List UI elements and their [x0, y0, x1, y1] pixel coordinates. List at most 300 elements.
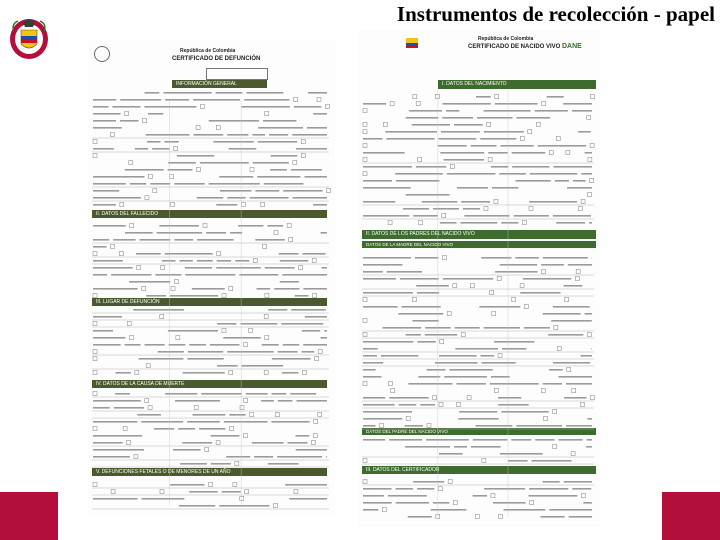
- form-text-scribble: [511, 439, 531, 441]
- form-text-scribble: [147, 141, 160, 143]
- form-text-scribble: [304, 176, 327, 178]
- form-text-scribble: [254, 456, 273, 458]
- accent-bar-left: [0, 492, 58, 540]
- form-text-scribble: [558, 376, 592, 378]
- form-text-scribble: [263, 120, 296, 122]
- form-text-scribble: [587, 439, 592, 441]
- form-text-scribble: [490, 383, 539, 385]
- form-text-scribble: [305, 316, 327, 318]
- form-checkbox: [148, 406, 152, 410]
- form-checkbox: [265, 336, 269, 340]
- form-text-scribble: [417, 488, 434, 490]
- form-checkbox: [253, 259, 257, 263]
- form-text-scribble: [282, 372, 298, 374]
- form-checkbox: [93, 252, 97, 256]
- form-text-scribble: [512, 166, 549, 168]
- form-text-scribble: [363, 187, 411, 189]
- form-text-scribble: [216, 267, 261, 269]
- form-checkbox: [241, 203, 245, 207]
- form-text-scribble: [484, 327, 520, 329]
- form-text-scribble: [440, 222, 457, 224]
- form-text-scribble: [135, 148, 148, 150]
- form-text-scribble: [559, 439, 583, 441]
- form-text-scribble: [246, 92, 283, 94]
- form-checkbox: [93, 350, 97, 354]
- form-checkbox: [363, 319, 367, 323]
- form-text-scribble: [175, 400, 220, 402]
- form-checkbox: [170, 175, 174, 179]
- form-checkbox: [171, 287, 175, 291]
- form-text-scribble: [157, 232, 203, 234]
- form-text-scribble: [553, 362, 590, 364]
- form-text-scribble: [220, 190, 251, 192]
- form-checkbox: [442, 256, 446, 260]
- form-checkbox: [566, 151, 570, 155]
- form-text-scribble: [457, 187, 488, 189]
- form-text-scribble: [363, 278, 396, 280]
- form-checkbox: [229, 427, 233, 431]
- form-text-scribble: [296, 400, 327, 402]
- form-text-scribble: [211, 463, 231, 465]
- form-text-scribble: [146, 134, 190, 136]
- form-checkbox: [542, 102, 546, 106]
- form-text-scribble: [242, 106, 290, 108]
- form-text-scribble: [227, 134, 248, 136]
- form-text-scribble: [129, 281, 170, 283]
- form-text-scribble: [481, 362, 515, 364]
- form-text-scribble: [291, 169, 322, 171]
- form-text-scribble: [93, 316, 122, 318]
- form-text-scribble: [589, 222, 592, 224]
- form-text-scribble: [93, 225, 126, 227]
- form-checkbox: [142, 287, 146, 291]
- form-checkbox: [93, 322, 97, 326]
- form-checkbox: [145, 196, 149, 200]
- form-checkbox: [438, 487, 442, 491]
- form-text-scribble: [543, 383, 562, 385]
- form-text-scribble: [219, 505, 269, 507]
- form-checkbox: [575, 277, 579, 281]
- form-text-scribble: [137, 414, 161, 416]
- form-checkbox: [528, 130, 532, 134]
- form-checkbox: [233, 483, 237, 487]
- form-text-scribble: [177, 155, 214, 157]
- form-text-scribble: [382, 327, 421, 329]
- form-checkbox: [196, 126, 200, 130]
- form-text-scribble: [549, 509, 592, 511]
- form-right-banner: I. DATOS DEL NACIMIENTO: [438, 80, 596, 89]
- form-text-scribble: [257, 176, 300, 178]
- form-checkbox: [492, 312, 496, 316]
- form-text-scribble: [283, 344, 299, 346]
- form-text-scribble: [125, 169, 164, 171]
- form-text-scribble: [541, 516, 565, 518]
- form-text-scribble: [278, 351, 298, 353]
- form-checkbox: [249, 329, 253, 333]
- form-text-scribble: [567, 187, 592, 189]
- form-text-scribble: [433, 502, 449, 504]
- form-checkbox: [130, 224, 134, 228]
- form-text-scribble: [235, 260, 249, 262]
- form-text-scribble: [281, 323, 323, 325]
- form-checkbox: [581, 200, 585, 204]
- form-text-scribble: [217, 260, 232, 262]
- form-text-scribble: [418, 376, 440, 378]
- form-checkbox: [315, 357, 319, 361]
- form-text-scribble: [93, 239, 109, 241]
- form-text-scribble: [591, 348, 592, 350]
- form-text-scribble: [441, 131, 480, 133]
- form-text-scribble: [500, 264, 537, 266]
- form-text-scribble: [303, 253, 326, 255]
- form-text-scribble: [547, 96, 564, 98]
- form-checkbox: [363, 109, 367, 113]
- form-text-scribble: [363, 376, 381, 378]
- form-text-scribble: [535, 110, 568, 112]
- form-text-scribble: [285, 484, 327, 486]
- form-text-scribble: [93, 344, 121, 346]
- form-text-scribble: [363, 271, 383, 273]
- form-text-scribble: [515, 257, 538, 259]
- form-checkbox: [495, 95, 499, 99]
- form-checkbox: [541, 389, 545, 393]
- form-text-scribble: [439, 355, 477, 357]
- form-checkbox: [264, 371, 268, 375]
- form-text-scribble: [500, 145, 533, 147]
- form-checkbox: [244, 399, 248, 403]
- form-text-scribble: [572, 110, 592, 112]
- form-text-scribble: [454, 446, 467, 448]
- form-text-scribble: [174, 239, 193, 241]
- form-text-scribble: [455, 348, 498, 350]
- form-text-scribble: [93, 274, 107, 276]
- form-text-scribble: [169, 344, 186, 346]
- form-text-scribble: [268, 463, 299, 465]
- form-text-scribble: [93, 176, 144, 178]
- form-text-scribble: [324, 330, 327, 332]
- form-text-scribble: [93, 127, 122, 129]
- form-checkbox: [93, 154, 97, 158]
- form-text-scribble: [446, 110, 459, 112]
- form-text-scribble: [529, 488, 568, 490]
- form-text-scribble: [471, 145, 497, 147]
- form-text-scribble: [551, 320, 592, 322]
- form-checkbox: [217, 252, 221, 256]
- form-text-scribble: [265, 267, 295, 269]
- form-text-scribble: [555, 180, 569, 182]
- form-checkbox: [120, 203, 124, 207]
- form-checkbox: [274, 231, 278, 235]
- form-text-scribble: [389, 397, 428, 399]
- form-checkbox: [439, 403, 443, 407]
- form-text-scribble: [93, 183, 126, 185]
- form-text-scribble: [569, 516, 592, 518]
- form-checkbox: [148, 175, 152, 179]
- form-text-scribble: [381, 355, 418, 357]
- form-checkbox: [250, 413, 254, 417]
- form-text-scribble: [406, 194, 450, 196]
- form-checkbox: [587, 116, 591, 120]
- form-text-scribble: [264, 183, 304, 185]
- form-text-scribble: [580, 355, 592, 357]
- form-text-scribble: [363, 348, 378, 350]
- form-text-scribble: [168, 162, 196, 164]
- form-checkbox: [470, 284, 474, 288]
- form-text-scribble: [484, 488, 525, 490]
- form-text-scribble: [93, 435, 142, 437]
- form-text-scribble: [387, 271, 422, 273]
- form-checkbox: [174, 280, 178, 284]
- form-text-scribble: [363, 355, 377, 357]
- form-text-scribble: [396, 488, 414, 490]
- form-checkbox: [216, 126, 220, 130]
- form-text-scribble: [308, 92, 327, 94]
- form-text-scribble: [93, 337, 125, 339]
- form-text-scribble: [464, 215, 509, 217]
- form-text-scribble: [425, 334, 457, 336]
- form-text-scribble: [296, 148, 327, 150]
- form-checkbox: [127, 441, 131, 445]
- form-checkbox: [461, 333, 465, 337]
- form-text-scribble: [363, 509, 378, 511]
- form-text-scribble: [433, 208, 459, 210]
- form-text-scribble: [583, 502, 592, 504]
- form-text-scribble: [568, 264, 592, 266]
- form-text-scribble: [183, 372, 225, 374]
- form-text-scribble: [258, 141, 298, 143]
- form-checkbox: [572, 389, 576, 393]
- form-text-scribble: [516, 425, 562, 427]
- form-checkbox: [264, 315, 268, 319]
- form-left-banner: IV. DATOS DE LA CAUSA DE MUERTE: [92, 380, 327, 388]
- form-text-scribble: [223, 337, 260, 339]
- form-text-scribble: [363, 397, 385, 399]
- form-right-banner: DATOS DEL PADRE DEL NACIDO VIVO: [362, 428, 596, 435]
- form-checkbox: [314, 420, 318, 424]
- form-checkbox: [453, 284, 457, 288]
- form-text-scribble: [200, 162, 249, 164]
- form-checkbox: [275, 413, 279, 417]
- form-text-scribble: [258, 127, 303, 129]
- form-text-scribble: [242, 365, 283, 367]
- form-text-scribble: [295, 295, 309, 297]
- form-checkbox: [487, 123, 491, 127]
- form-checkbox: [427, 424, 431, 428]
- form-checkbox: [229, 371, 233, 375]
- form-checkbox: [512, 298, 516, 302]
- form-checkbox: [240, 497, 244, 501]
- form-checkbox: [153, 189, 157, 193]
- form-text-scribble: [159, 225, 199, 227]
- form-text-scribble: [210, 344, 240, 346]
- form-checkbox: [265, 294, 269, 298]
- form-checkbox: [554, 326, 558, 330]
- form-checkbox: [273, 504, 277, 508]
- form-checkbox: [363, 123, 367, 127]
- form-checkbox: [497, 277, 501, 281]
- form-checkbox: [302, 371, 306, 375]
- form-checkbox: [261, 203, 265, 207]
- form-checkbox: [229, 287, 233, 291]
- form-text-scribble: [532, 460, 572, 462]
- form-text-scribble: [458, 418, 498, 420]
- form-text-scribble: [211, 435, 240, 437]
- form-checkbox: [524, 305, 528, 309]
- form-checkbox: [553, 445, 557, 449]
- form-checkbox: [490, 291, 494, 295]
- form-checkbox: [93, 483, 97, 487]
- form-checkbox: [412, 298, 416, 302]
- form-checkbox: [498, 354, 502, 358]
- form-text-scribble: [246, 393, 268, 395]
- form-checkbox: [588, 158, 592, 162]
- form-left-fields: [88, 40, 335, 515]
- form-checkbox: [544, 417, 548, 421]
- form-checkbox: [250, 168, 254, 172]
- form-checkbox: [119, 252, 123, 256]
- form-text-scribble: [455, 327, 480, 329]
- form-text-scribble: [272, 358, 311, 360]
- form-checkbox: [590, 95, 594, 99]
- form-checkbox: [406, 417, 410, 421]
- form-text-scribble: [385, 131, 437, 133]
- form-text-scribble: [495, 103, 538, 105]
- form-text-scribble: [529, 495, 578, 497]
- form-text-scribble: [271, 421, 309, 423]
- form-text-scribble: [363, 502, 392, 504]
- form-text-scribble: [529, 201, 577, 203]
- form-checkbox: [435, 95, 439, 99]
- form-text-scribble: [112, 106, 140, 108]
- form-text-scribble: [363, 292, 413, 294]
- form-text-scribble: [163, 92, 211, 94]
- form-text-scribble: [302, 330, 320, 332]
- form-text-scribble: [222, 491, 241, 493]
- form-text-scribble: [185, 274, 235, 276]
- form-text-scribble: [272, 393, 287, 395]
- form-checkbox: [145, 399, 149, 403]
- form-checkbox: [591, 396, 595, 400]
- form-checkbox: [110, 133, 114, 137]
- form-text-scribble: [491, 376, 510, 378]
- form-checkbox: [203, 224, 207, 228]
- form-text-scribble: [217, 365, 238, 367]
- form-text-scribble: [93, 246, 107, 248]
- form-text-scribble: [413, 320, 439, 322]
- form-text-scribble: [413, 215, 438, 217]
- form-text-scribble: [165, 253, 213, 255]
- form-checkbox: [200, 105, 204, 109]
- form-text-scribble: [457, 383, 486, 385]
- form-text-scribble: [224, 421, 268, 423]
- form-text-scribble: [139, 358, 184, 360]
- form-text-scribble: [543, 313, 581, 315]
- form-checkbox: [418, 158, 422, 162]
- form-right-brand: DANE: [562, 43, 582, 50]
- form-checkbox: [576, 270, 580, 274]
- form-text-scribble: [252, 134, 265, 136]
- form-checkbox: [93, 357, 97, 361]
- form-left-header-title: República de Colombia: [180, 48, 236, 54]
- form-text-scribble: [197, 239, 233, 241]
- form-text-scribble: [201, 393, 242, 395]
- form-checkbox: [135, 371, 139, 375]
- form-text-scribble: [498, 397, 521, 399]
- form-text-scribble: [206, 232, 226, 234]
- form-checkbox: [549, 151, 553, 155]
- form-checkbox: [209, 483, 213, 487]
- form-text-scribble: [93, 407, 110, 409]
- form-checkbox: [93, 294, 97, 298]
- form-text-scribble: [170, 484, 204, 486]
- form-text-scribble: [586, 446, 592, 448]
- form-text-scribble: [294, 106, 322, 108]
- form-checkbox: [581, 494, 585, 498]
- form-checkbox: [289, 238, 293, 242]
- slide-title: Instrumentos de recolección - papel: [396, 2, 715, 26]
- form-checkbox: [380, 424, 384, 428]
- form-text-scribble: [150, 183, 170, 185]
- form-text-scribble: [250, 197, 289, 199]
- form-text-scribble: [274, 288, 299, 290]
- form-checkbox: [243, 343, 247, 347]
- form-text-scribble: [412, 124, 450, 126]
- form-text-scribble: [226, 456, 250, 458]
- form-right-banner: II. DATOS DE LOS PADRES DEL NACIDO VIVO: [362, 230, 596, 239]
- form-checkbox: [484, 207, 488, 211]
- form-text-scribble: [587, 418, 592, 420]
- form-text-scribble: [145, 344, 165, 346]
- form-text-scribble: [187, 358, 223, 360]
- form-text-scribble: [363, 418, 402, 420]
- form-text-scribble: [230, 232, 242, 234]
- form-text-scribble: [252, 442, 284, 444]
- form-text-scribble: [541, 264, 564, 266]
- form-text-scribble: [296, 449, 327, 451]
- form-checkbox: [245, 490, 249, 494]
- form-text-scribble: [417, 292, 439, 294]
- form-text-scribble: [543, 257, 588, 259]
- form-checkbox: [317, 98, 321, 102]
- form-text-scribble: [363, 362, 383, 364]
- form-text-scribble: [93, 148, 114, 150]
- form-checkbox: [325, 105, 329, 109]
- form-text-scribble: [165, 393, 197, 395]
- form-checkbox: [123, 427, 127, 431]
- form-text-scribble: [402, 306, 441, 308]
- form-text-scribble: [322, 267, 327, 269]
- form-text-scribble: [154, 428, 174, 430]
- form-text-scribble: [481, 355, 495, 357]
- form-text-scribble: [363, 404, 395, 406]
- form-text-scribble: [277, 456, 322, 458]
- form-text-scribble: [512, 152, 546, 154]
- form-text-scribble: [278, 400, 293, 402]
- form-text-scribble: [363, 103, 386, 105]
- form-text-scribble: [279, 253, 299, 255]
- form-checkbox: [125, 112, 129, 116]
- form-text-scribble: [93, 106, 108, 108]
- form-text-scribble: [238, 225, 263, 227]
- form-checkbox: [216, 441, 220, 445]
- form-text-scribble: [563, 103, 592, 105]
- form-text-scribble: [363, 257, 411, 259]
- form-text-scribble: [146, 295, 166, 297]
- form-text-scribble: [193, 134, 223, 136]
- form-text-scribble: [93, 442, 123, 444]
- form-checkbox: [587, 333, 591, 337]
- form-text-scribble: [398, 313, 443, 315]
